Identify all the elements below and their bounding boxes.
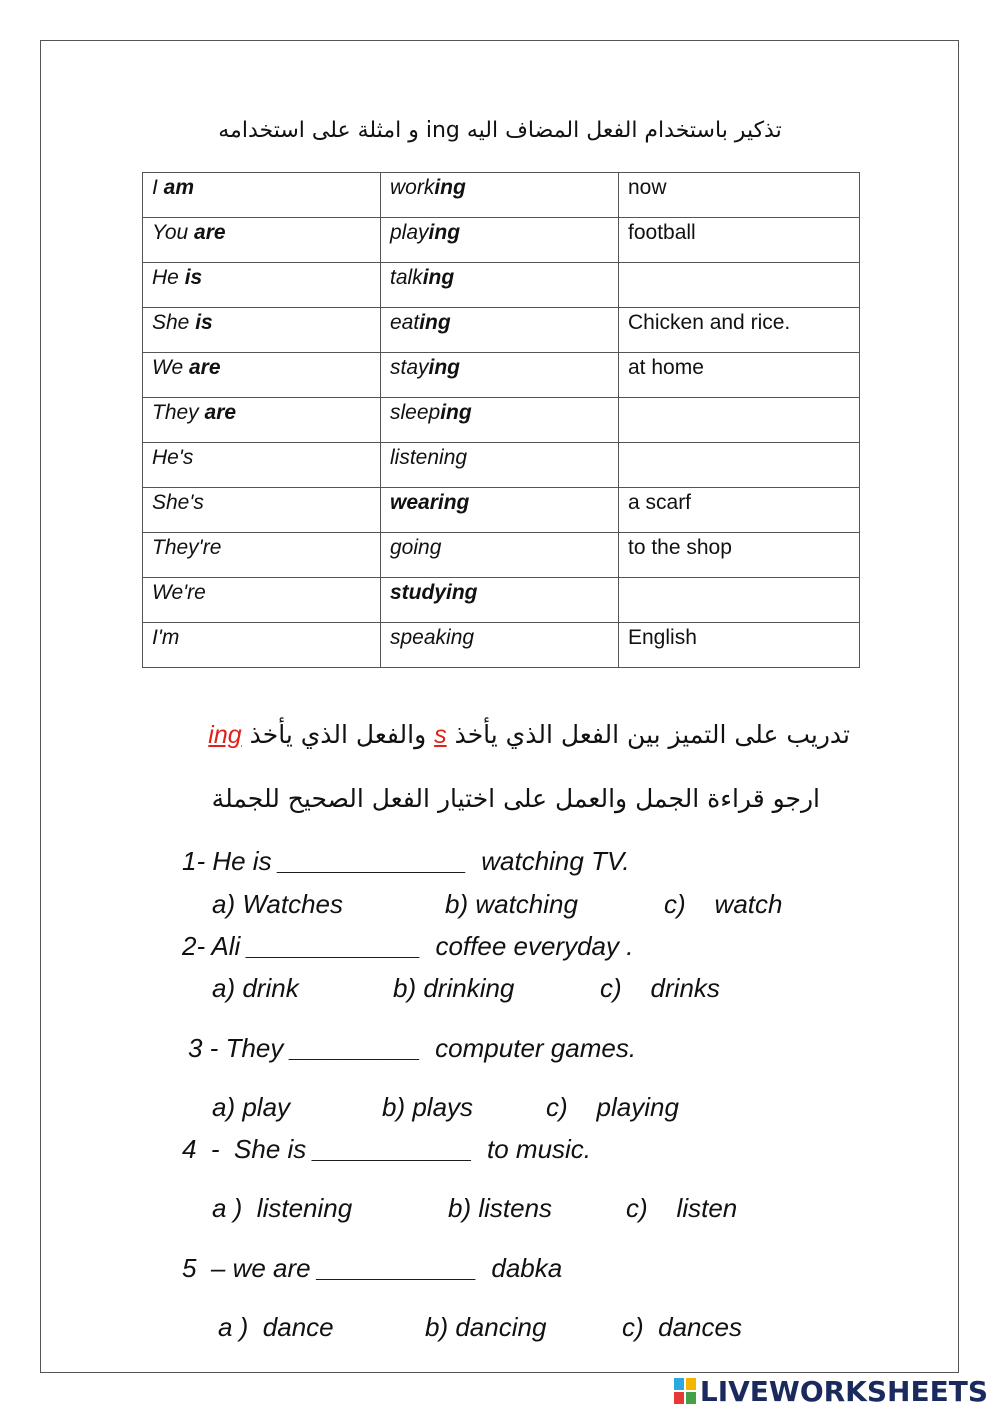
rest-text: at home [628, 356, 704, 379]
subject-cell [143, 263, 381, 308]
verb-cell [381, 398, 619, 443]
question-2: 2- Ali ____________ coffee everyday . [182, 931, 634, 961]
question-2-option-a[interactable]: a) drink [212, 973, 299, 1003]
verb-cell [381, 578, 619, 623]
complement-cell [619, 173, 860, 218]
subject-pre-text: I'm [152, 626, 180, 649]
subject-cell [143, 488, 381, 533]
complement-cell [619, 623, 860, 668]
question-4-option-c[interactable]: c) listen [626, 1193, 738, 1223]
question-2-option-c[interactable]: c) drinks [600, 973, 720, 1003]
question-3-option-a[interactable]: a) play [212, 1092, 291, 1122]
verb-cell [381, 173, 619, 218]
table-row [143, 173, 860, 218]
table-row [143, 488, 860, 533]
question-4: 4 - She is ___________ to music. [182, 1134, 592, 1164]
subject-pre-text: They [152, 401, 205, 424]
practice-heading [150, 720, 850, 750]
practice-heading-ing: ing [208, 721, 242, 749]
complement-cell [619, 488, 860, 533]
question-3-option-b[interactable]: b) plays [382, 1092, 474, 1122]
subject-pre-text: We [152, 356, 189, 379]
verb-bold-text: ing [422, 266, 455, 289]
subject-bold-text: are [194, 221, 226, 244]
subject-cell [143, 173, 381, 218]
verb-bold-text: ing [440, 401, 472, 424]
subject-pre-text: She [152, 311, 196, 334]
verb-stem-text: play [390, 221, 429, 244]
table-row [143, 353, 860, 398]
rest-text: English [628, 626, 697, 649]
complement-cell [619, 353, 860, 398]
question-1: 1- He is _____________ watching TV. [182, 846, 630, 876]
page-title: تذكير باستخدام الفعل المضاف اليه ing و امثلة على استخدامه [218, 118, 782, 143]
subject-cell [143, 533, 381, 578]
question-5-option-c[interactable]: c) dances [622, 1312, 742, 1342]
subject-bold-text: are [188, 356, 221, 379]
question-1-option-c[interactable]: c) watch [664, 889, 783, 919]
verb-bold-text: wearing [390, 491, 470, 514]
complement-cell [619, 218, 860, 263]
verb-stem-text: stay [390, 356, 429, 379]
question-3-option-c[interactable]: c) playing [546, 1092, 679, 1122]
question-5: 5 – we are ___________ dabka [182, 1253, 563, 1283]
verb-cell [381, 218, 619, 263]
subject-cell [143, 443, 381, 488]
verb-bold-text: studying [390, 581, 478, 604]
complement-cell [619, 263, 860, 308]
subject-cell [143, 578, 381, 623]
verb-bold-text: ing [434, 176, 466, 199]
subject-bold-text: is [184, 266, 203, 289]
verb-bold-text: ing [428, 221, 461, 244]
subject-cell [143, 353, 381, 398]
logo-square-3 [674, 1392, 684, 1404]
verb-cell [381, 263, 619, 308]
logo-square-1 [674, 1378, 684, 1390]
subject-pre-text: He [152, 266, 185, 289]
complement-cell [619, 308, 860, 353]
subject-pre-text: I [152, 176, 164, 199]
subject-bold-text: is [195, 311, 213, 334]
verb-bold-text: ing [428, 356, 461, 379]
subject-pre-text: We're [152, 581, 206, 604]
table-row [143, 623, 860, 668]
practice-instruction: ارجو قراءة الجمل والعمل على اختيار الفعل الصحيح للجملة [211, 784, 820, 813]
practice-heading-s: s [434, 721, 447, 749]
question-2-option-b[interactable]: b) drinking [393, 973, 515, 1003]
rest-text: now [628, 176, 667, 199]
table-row [143, 263, 860, 308]
subject-bold-text: are [204, 401, 237, 424]
question-4-option-a[interactable]: a ) listening [212, 1193, 353, 1223]
verb-stem-text: listening [390, 446, 468, 469]
verb-stem-text: talk [390, 266, 423, 289]
verb-bold-text: ing [419, 311, 451, 334]
verb-cell [381, 488, 619, 533]
verb-stem-text: eat [390, 311, 420, 334]
complement-cell [619, 398, 860, 443]
question-5-option-a[interactable]: a ) dance [218, 1312, 334, 1342]
liveworksheets-logo-icon [674, 1378, 696, 1404]
rest-text: football [628, 221, 696, 244]
verb-stem-text: work [390, 176, 435, 199]
table-row [143, 218, 860, 263]
question-3: 3 - They _________ computer games. [188, 1033, 637, 1063]
verb-cell [381, 353, 619, 398]
question-1-option-b[interactable]: b) watching [445, 889, 578, 919]
subject-pre-text: He's [152, 446, 194, 469]
examples-table [142, 172, 860, 668]
subject-pre-text: They're [152, 536, 222, 559]
verb-stem-text: speaking [390, 626, 475, 649]
verb-cell [381, 623, 619, 668]
verb-cell [381, 308, 619, 353]
complement-cell [619, 578, 860, 623]
subject-cell [143, 623, 381, 668]
practice-heading-part1: تدريب على التميز بين الفعل الذي يأخذ [446, 720, 850, 749]
complement-cell [619, 533, 860, 578]
table-row [143, 308, 860, 353]
verb-stem-text: going [390, 536, 442, 559]
rest-text: a scarf [628, 491, 692, 514]
table-row [143, 578, 860, 623]
complement-cell [619, 443, 860, 488]
subject-cell [143, 398, 381, 443]
verb-cell [381, 533, 619, 578]
subject-bold-text: am [163, 176, 195, 199]
question-1-option-a[interactable]: a) Watches [212, 889, 344, 919]
verb-cell [381, 443, 619, 488]
logo-square-2 [686, 1378, 696, 1390]
subject-pre-text: You [152, 221, 195, 244]
question-5-option-b[interactable]: b) dancing [425, 1312, 547, 1342]
table-row [143, 443, 860, 488]
subject-cell [143, 218, 381, 263]
logo-square-4 [686, 1392, 696, 1404]
liveworksheets-brand [674, 1374, 988, 1408]
subject-cell [143, 308, 381, 353]
brand-text: LIVEWORKSHEETS [699, 1374, 988, 1408]
subject-pre-text: She's [152, 491, 204, 514]
table-row [143, 398, 860, 443]
rest-text: Chicken and rice. [628, 311, 791, 334]
rest-text: to the shop [628, 536, 732, 559]
practice-heading-part2: والفعل الذي يأخذ [241, 720, 435, 749]
verb-stem-text: sleep [390, 401, 441, 424]
question-4-option-b[interactable]: b) listens [448, 1193, 553, 1223]
table-row [143, 533, 860, 578]
